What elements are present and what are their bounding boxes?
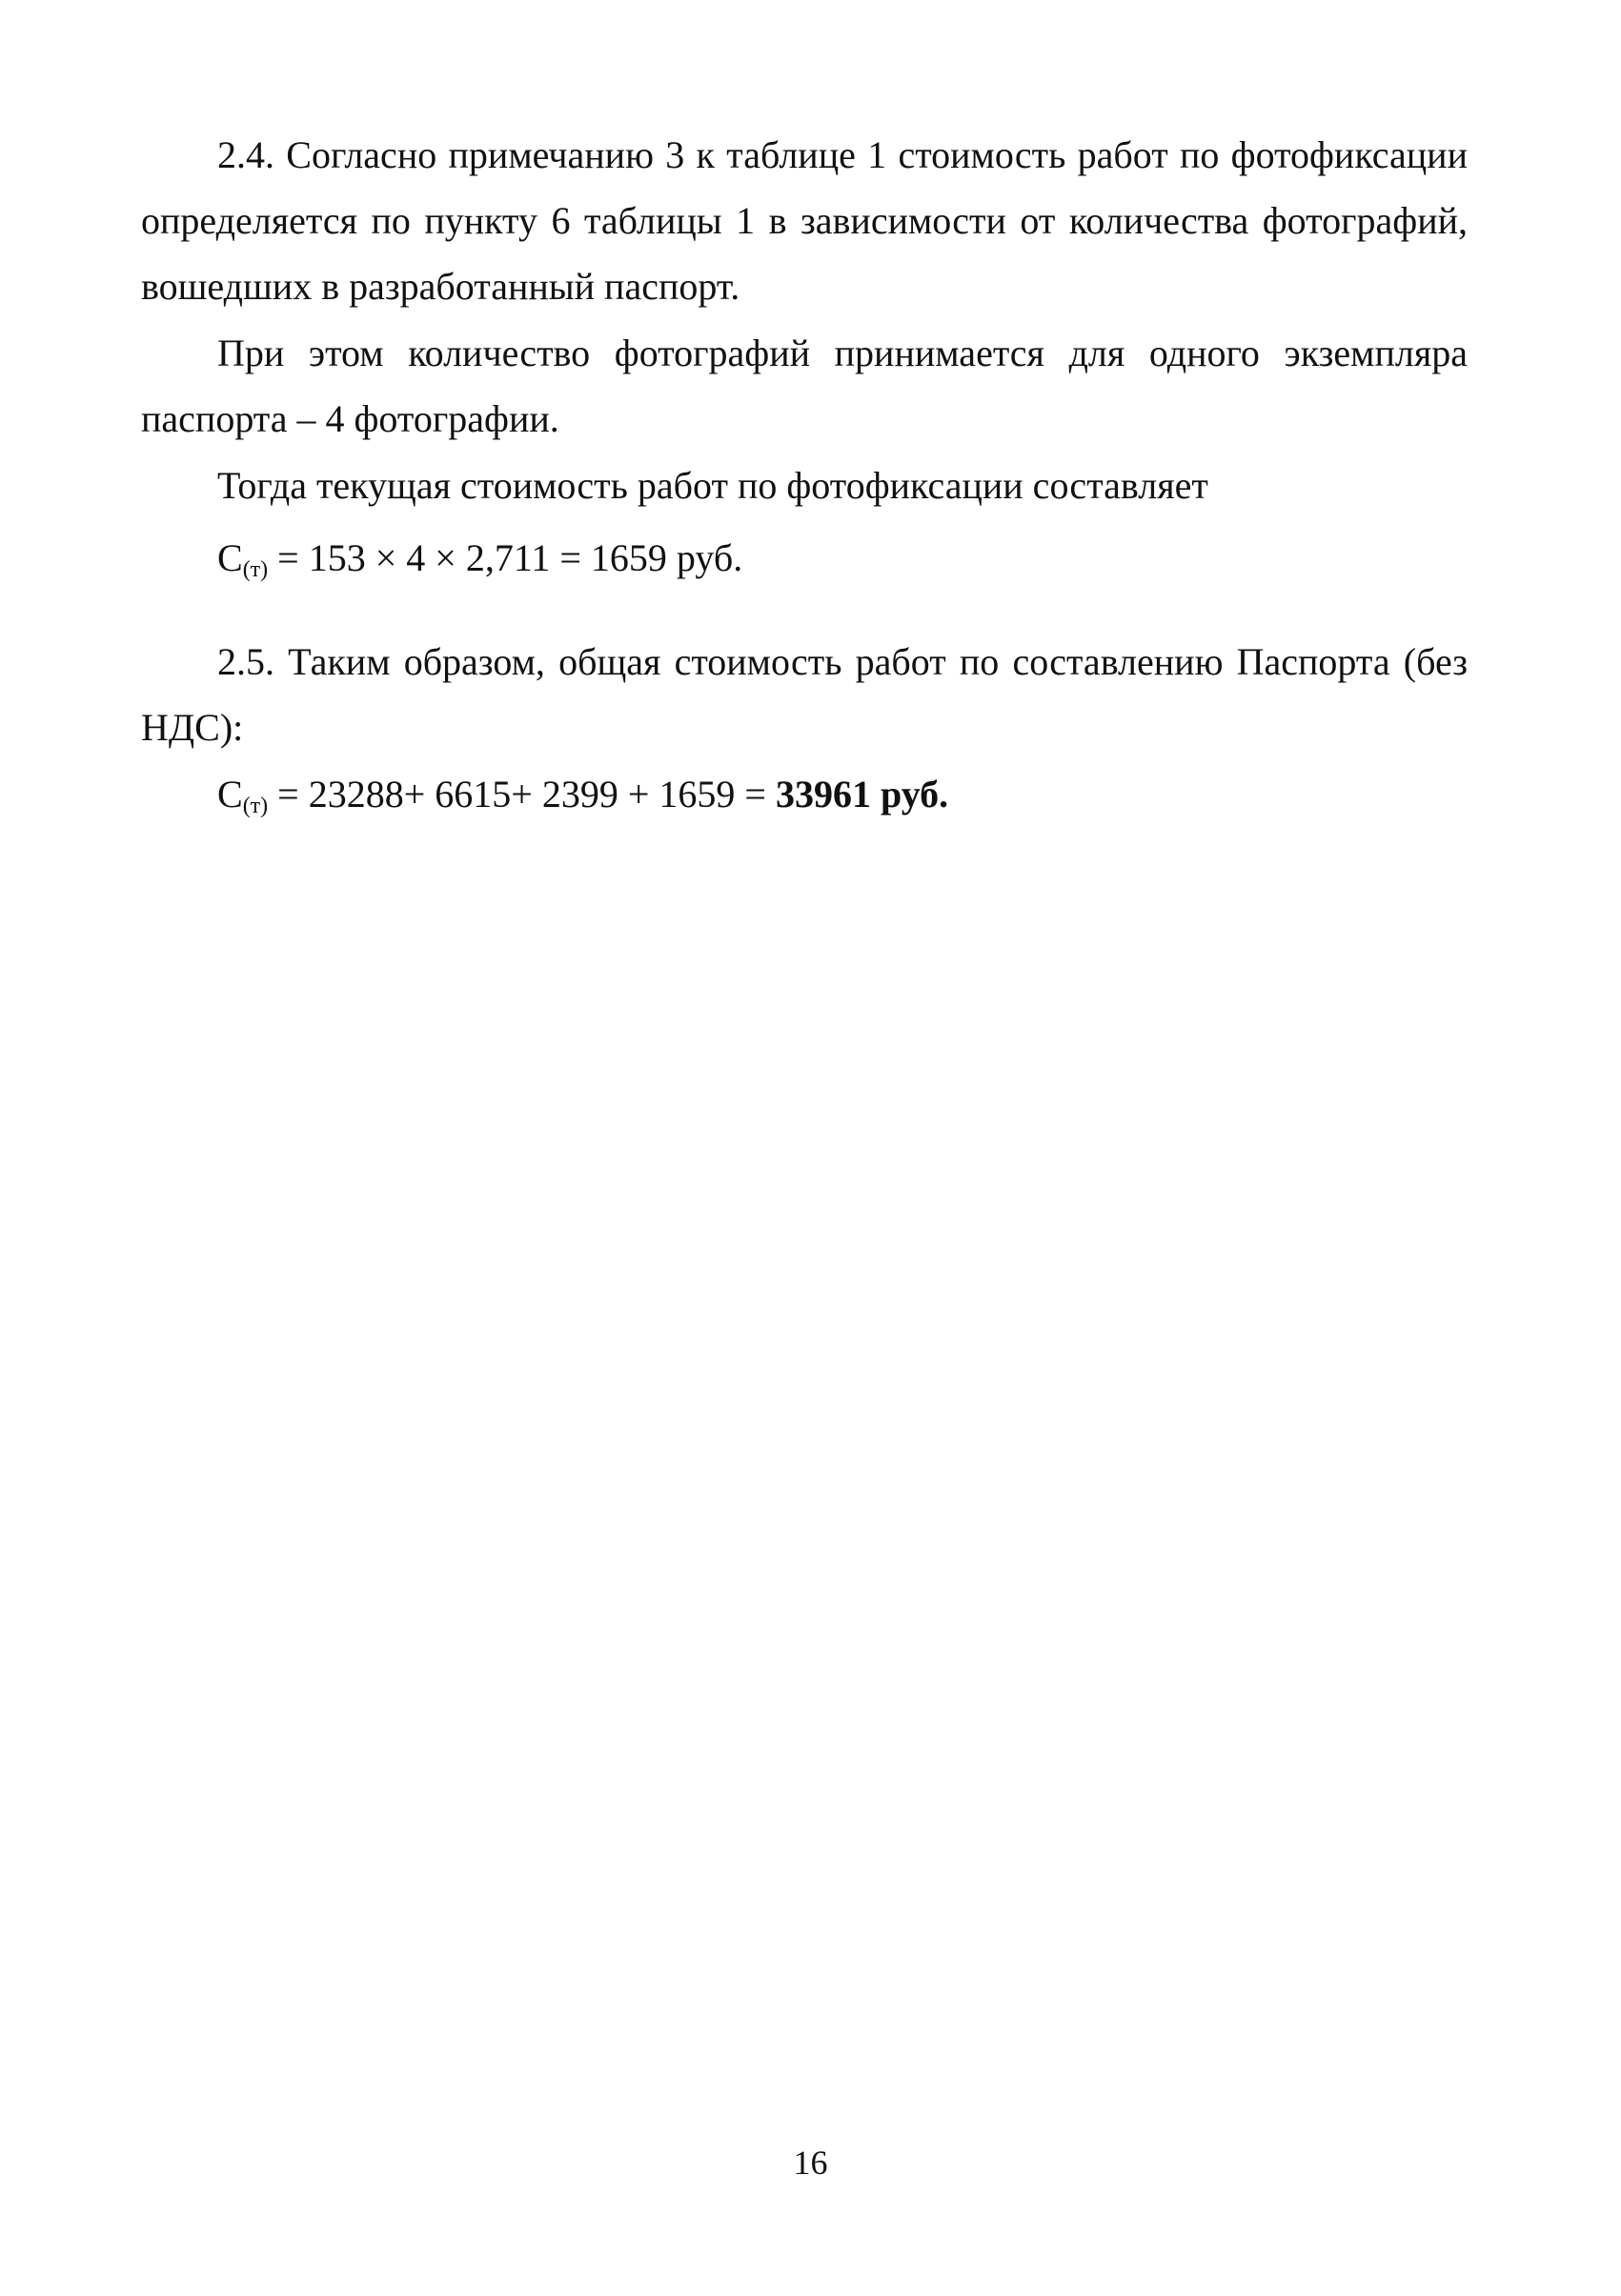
page-number: 16 xyxy=(793,2144,828,2182)
photo-count-paragraph: При этом количество фотографий принимается для одного экземпляра паспорта – 4 фотографии. xyxy=(141,332,1468,440)
total-cost-formula xyxy=(217,761,948,827)
total-cost-value: 33961 руб. xyxy=(775,773,949,816)
section-2-4-paragraph: 2.4. Согласно примечанию 3 к таблице 1 стоимость работ по фотофиксации определяется по пункту 6 таблицы 1 в зависимости от количества фотографий, вошедших в разработанный паспорт. xyxy=(141,133,1468,308)
current-cost-intro: Тогда текущая стоимость работ по фотофиксации составляет xyxy=(217,464,1208,507)
section-2-5-paragraph: 2.5. Таким образом, общая стоимость работ по составлению Паспорта (без НДС): xyxy=(141,640,1468,749)
formula-expression: = 153 × 4 × 2,711 = 1659 руб. xyxy=(268,536,743,579)
formula-expression: = 23288+ 6615+ 2399 + 1659 = xyxy=(268,773,776,816)
formula-subscript: (т) xyxy=(242,557,269,582)
photo-cost-formula xyxy=(217,525,742,591)
formula-symbol: С xyxy=(217,536,243,579)
formula-symbol: С xyxy=(217,773,243,816)
formula-subscript: (т) xyxy=(242,794,269,818)
